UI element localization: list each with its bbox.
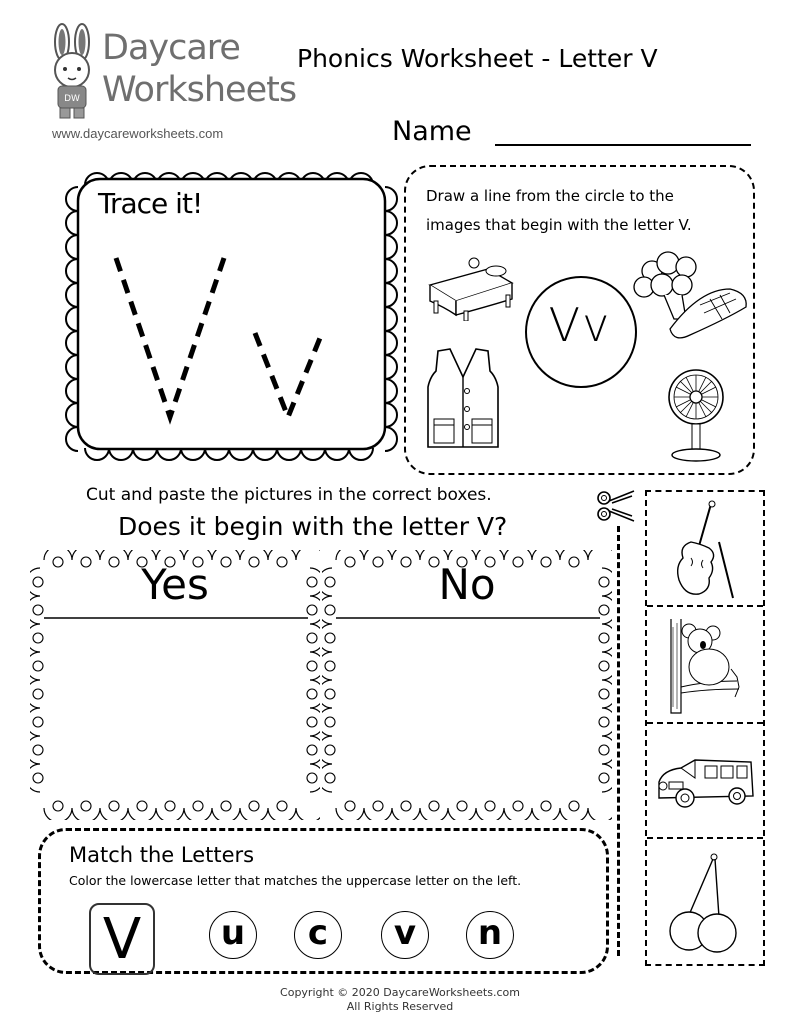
scissors-icon xyxy=(596,490,638,524)
cutout-cell-koala[interactable] xyxy=(647,607,763,724)
cut-paste-instruction: Cut and paste the pictures in the correct boxes. xyxy=(86,485,492,505)
letter-option-u[interactable]: u xyxy=(209,911,257,959)
svg-text:DW: DW xyxy=(64,94,80,104)
match-subtitle: Color the lowercase letter that matches the uppercase letter on the left. xyxy=(69,873,522,888)
match-letters-panel xyxy=(38,828,609,974)
name-label: Name xyxy=(392,116,472,147)
trace-it-panel xyxy=(60,165,405,470)
cut-paste-question: Does it begin with the letter V? xyxy=(118,512,508,541)
cutout-cell-van[interactable] xyxy=(647,724,763,839)
footer xyxy=(200,986,600,1014)
cut-line[interactable] xyxy=(617,526,620,956)
vest-image-icon[interactable] xyxy=(426,347,500,451)
letter-option-c[interactable]: c xyxy=(294,911,342,959)
koala-image-icon[interactable] xyxy=(667,617,743,715)
vegetables-image-icon[interactable] xyxy=(630,249,750,349)
cherries-image-icon[interactable] xyxy=(667,853,743,953)
name-field[interactable] xyxy=(495,144,751,146)
logo-text-daycare: Daycare xyxy=(102,28,240,68)
match-title: Match the Letters xyxy=(69,843,255,867)
uppercase-letter-box: V xyxy=(89,903,155,975)
vv-letters: Vv xyxy=(548,298,612,352)
cutout-cell-cherries[interactable] xyxy=(647,839,763,960)
draw-line-instruction-1: Draw a line from the circle to the xyxy=(426,187,674,205)
bunny-mascot-icon xyxy=(44,22,104,122)
page-title: Phonics Worksheet - Letter V xyxy=(297,44,658,73)
logo-text-worksheets: Worksheets xyxy=(102,70,297,110)
draw-line-instruction-2: images that begin with the letter V. xyxy=(426,216,692,234)
cutout-pictures-column xyxy=(645,490,765,966)
van-image-icon[interactable] xyxy=(655,756,755,812)
dashed-letter-v-icon[interactable] xyxy=(60,165,405,470)
draw-line-panel xyxy=(404,165,755,475)
rights-text: All Rights Reserved xyxy=(346,1000,454,1013)
yes-drop-zone[interactable] xyxy=(30,550,320,820)
cutout-cell-violin[interactable] xyxy=(647,492,763,607)
letter-option-v[interactable]: v xyxy=(381,911,429,959)
bed-image-icon[interactable] xyxy=(426,255,518,321)
yes-label: Yes xyxy=(141,560,209,609)
violin-image-icon[interactable] xyxy=(671,500,739,600)
copyright-text: Copyright © 2020 DaycareWorksheets.com xyxy=(280,986,520,999)
no-label: No xyxy=(438,560,496,609)
letter-option-n[interactable]: n xyxy=(466,911,514,959)
trace-it-label: Trace it! xyxy=(98,187,203,220)
logo-url: www.daycareworksheets.com xyxy=(52,126,224,141)
no-drop-zone[interactable] xyxy=(322,550,612,820)
logo xyxy=(44,22,297,142)
fan-image-icon[interactable] xyxy=(666,367,726,463)
